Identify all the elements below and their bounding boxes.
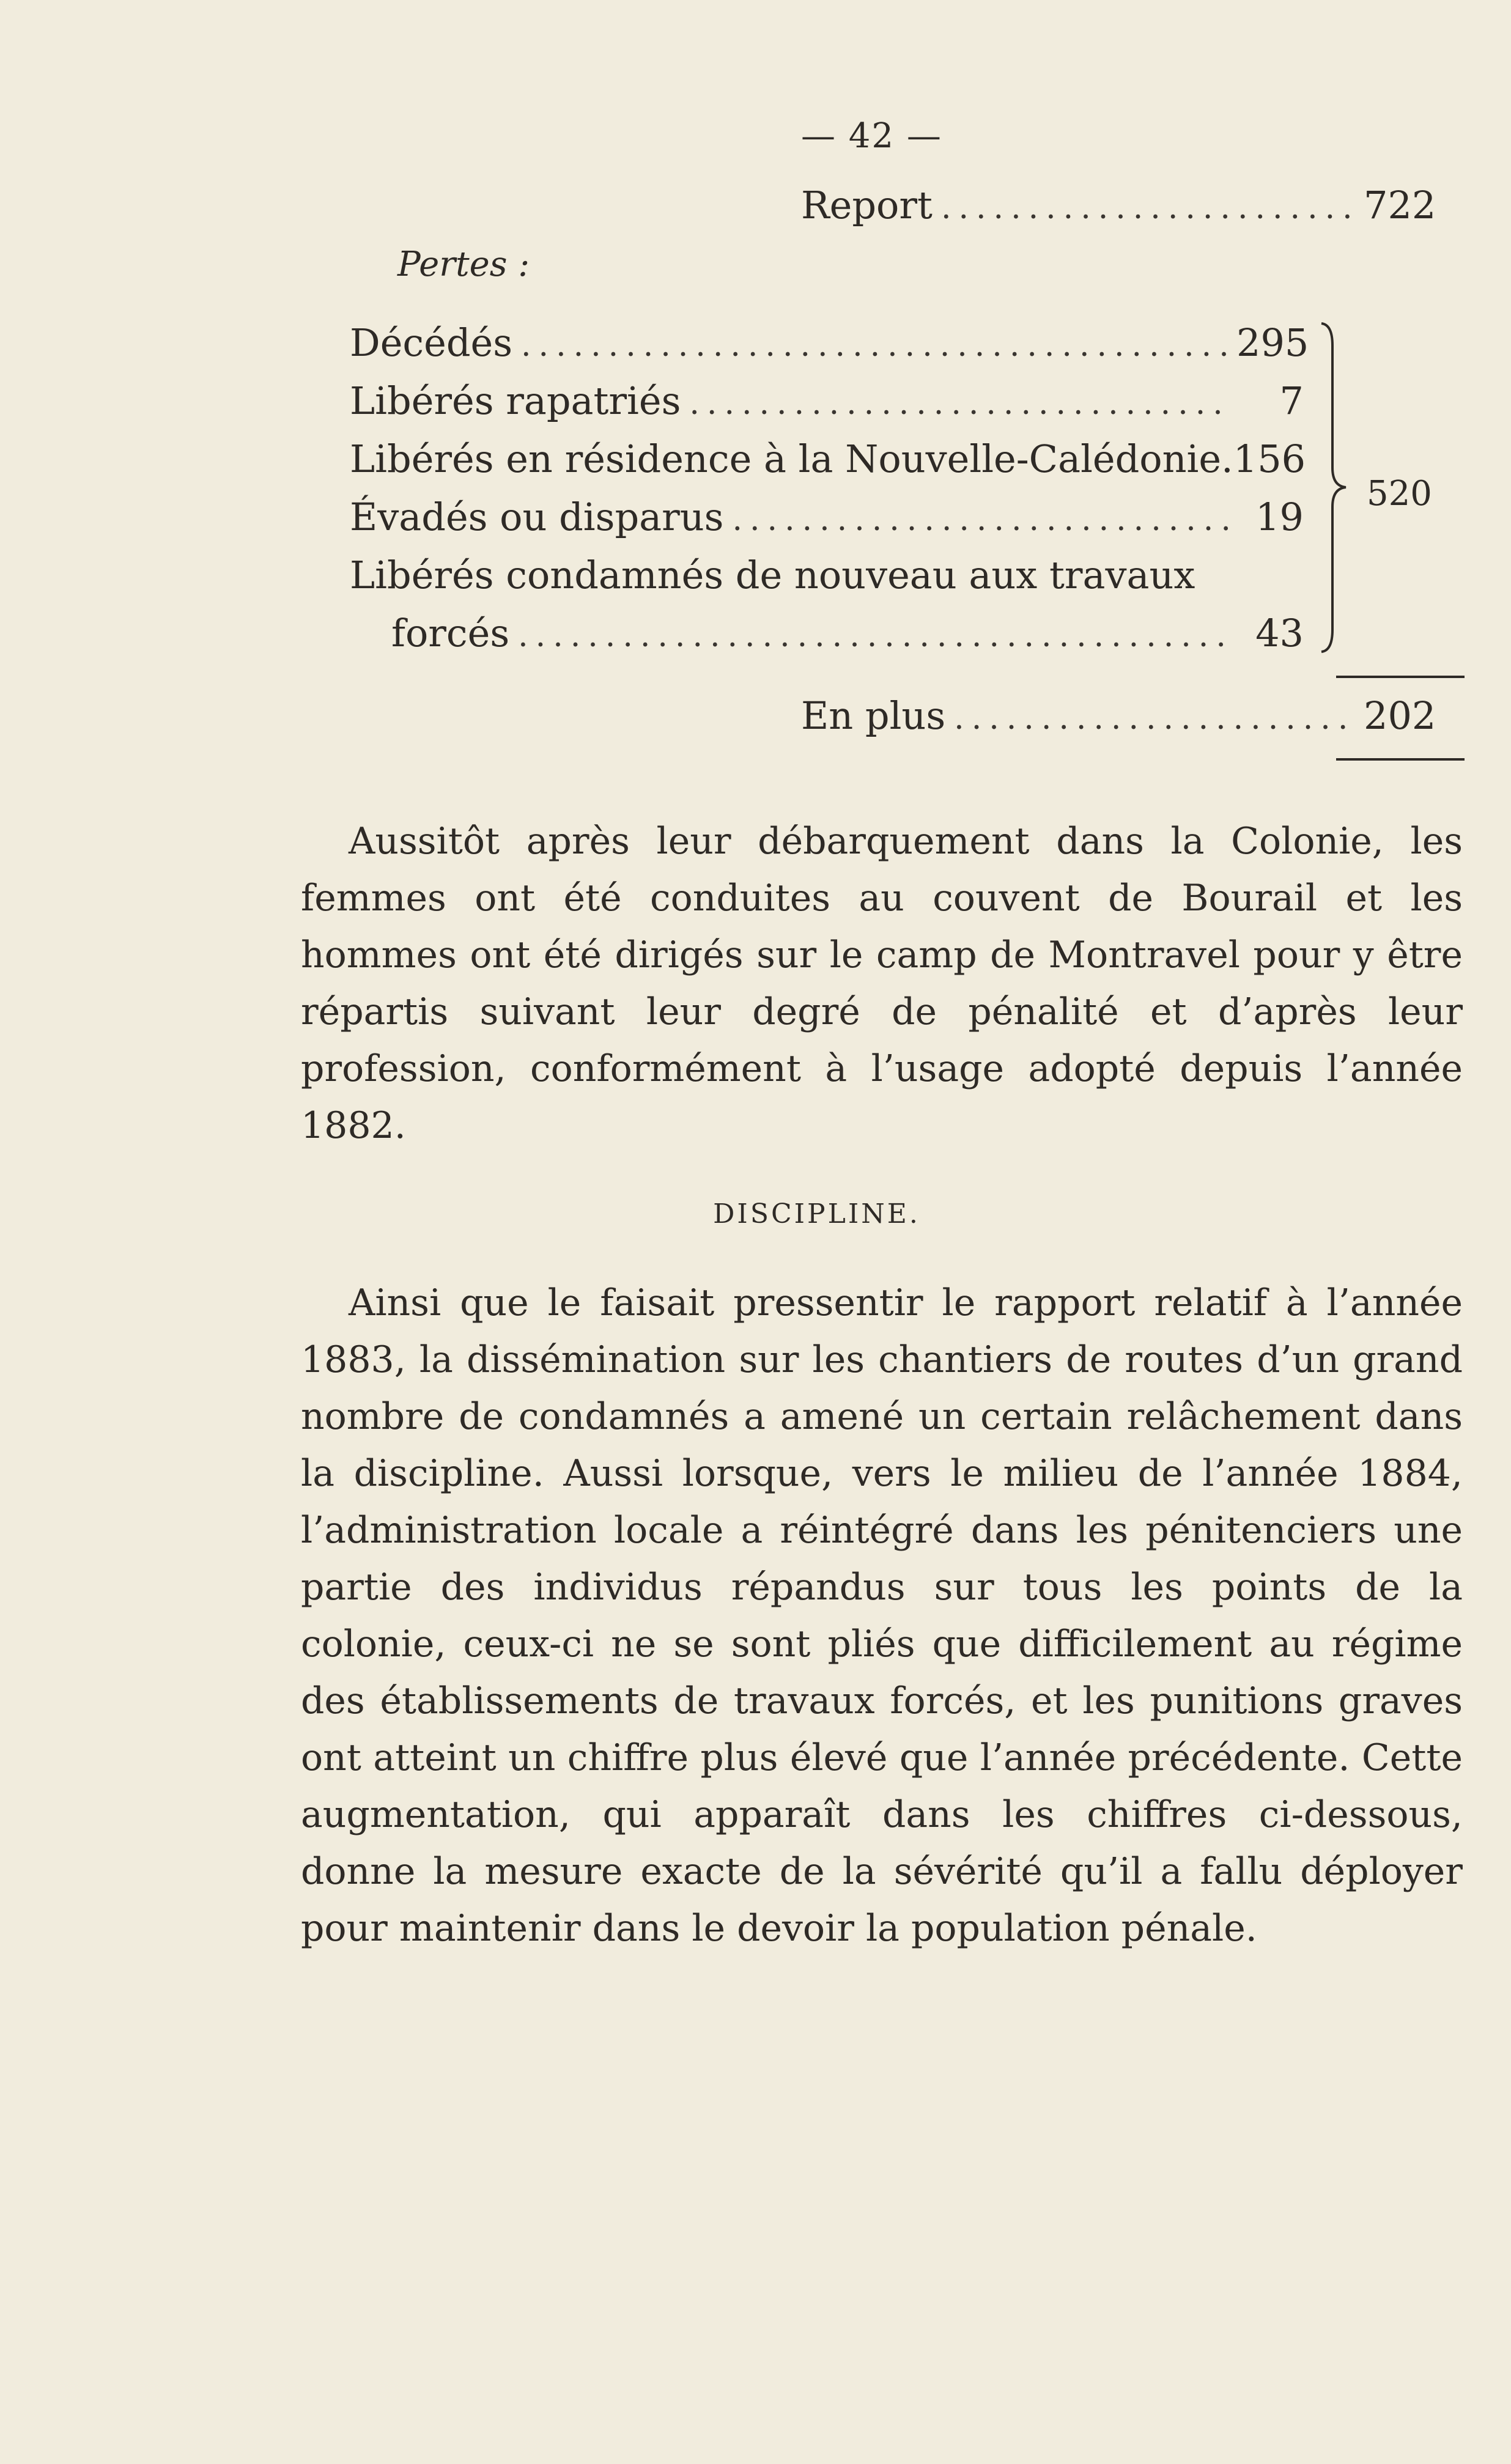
pertes-item-label: forcés [391,611,510,655]
leader-dots [954,703,1355,734]
pertes-item-value: 19 [1255,495,1304,539]
page-number: — 42 — [801,116,942,156]
report-value: 722 [1364,183,1436,227]
leader-dots [689,388,1228,419]
leader-dots [733,504,1228,536]
pertes-item-label: Décédés [350,320,513,365]
pertes-item-value: 43 [1255,611,1304,655]
pertes-item-recondamnes-line1: Libérés condamnés de nouveau aux travaux [350,553,1195,597]
report-label: Report [801,183,933,227]
pertes-item-residence [350,437,1306,481]
rule-divider [1336,758,1465,761]
en-plus-label: En plus [801,693,946,738]
pertes-total: 520 [1367,474,1432,514]
pertes-item-recondamnes [391,611,1304,655]
leader-dots [518,620,1228,652]
pertes-item-value: 156 [1233,437,1306,481]
pertes-item-deces [350,320,1309,365]
rule-divider [1336,676,1465,678]
section-heading-discipline: DISCIPLINE. [713,1198,920,1230]
pertes-item-label: Libérés rapatriés [350,378,681,423]
right-brace-icon [1318,321,1354,654]
en-plus-line [801,693,1436,738]
pertes-item-rapatries [350,378,1304,423]
en-plus-value: 202 [1364,693,1436,738]
pertes-item-value: 7 [1279,378,1304,423]
paragraph-discipline: Ainsi que le faisait pressentir le rapport relatif à l’année 1883, la dissémination sur les chantiers de routes d’un grand nombre de condamnés a amené un certain relâchement dans la discipline. Aussi lorsque, vers le milieu de l’année 1884, l’administration locale a réintégré dans les pénitenciers une partie des individus répandus sur tous les points de la colonie, ceux-ci ne se sont pliés que difficilement au régime des établissements de travaux forcés, et les punitions graves ont atteint un chiffre plus élevé que l’année précédente. Cette augmentation, qui apparaît dans les chiffres ci-dessous, donne la mesure exacte de la sévérité qu’il a fallu déployer pour maintenir dans le devoir la population pénale. [301,1282,1463,1950]
pertes-item-label: Évadés ou disparus [350,495,724,539]
pertes-label: Pertes : [397,245,530,284]
pertes-item-value: 295 [1236,320,1309,365]
leader-dots [521,330,1228,361]
pertes-item-evades [350,495,1304,539]
pertes-item-label: Libérés en résidence à la Nouvelle-Calédonie. [350,437,1233,481]
report-line [801,183,1436,227]
leader-dots [941,192,1355,224]
paragraph-debarquement: Aussitôt après leur débarquement dans la Colonie, les femmes ont été conduites au couvent de Bourail et les hommes ont été dirigés sur le camp de Montravel pour y être répartis suivant leur degré de pénalité et d’après leur profession, conformément à l’usage adopté depuis l’année 1882. [301,820,1463,1147]
